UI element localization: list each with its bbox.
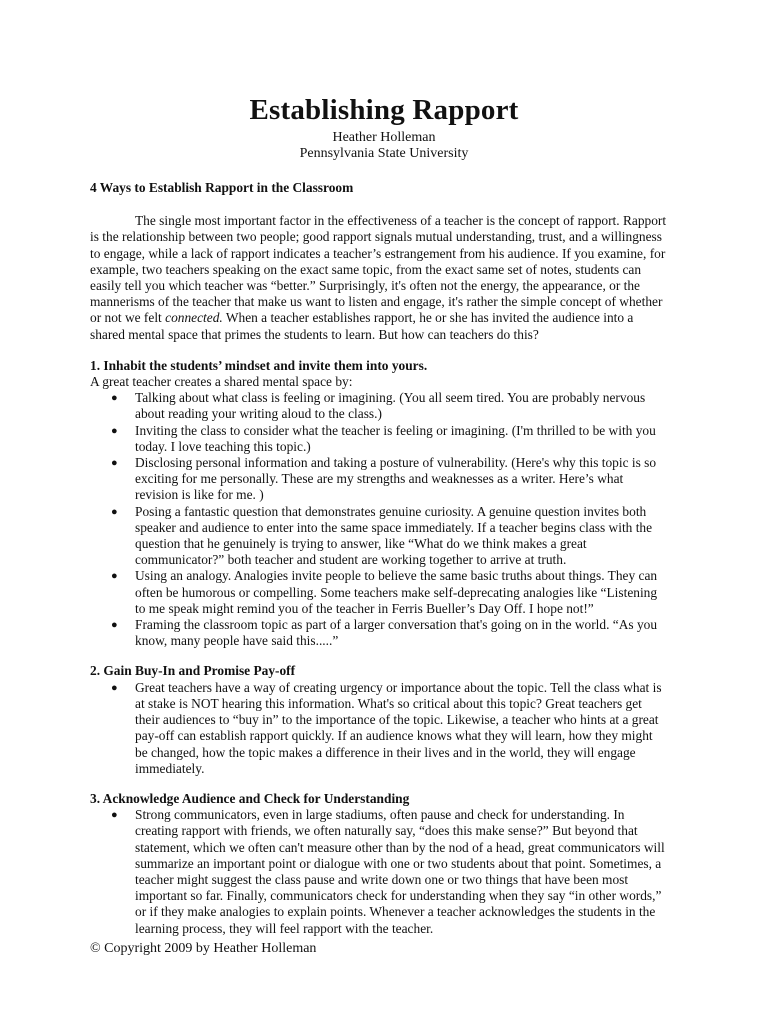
list-item [111,568,668,617]
list-item-text: Posing a fantastic question that demonstrates genuine curiosity. A genuine question invites both speaker and audience to enter into the same space immediately. If a teacher begins class with the question that he genuinely is trying to answer, like “What do we think makes a great communicator?” both teacher and student are working together to arrive at truth. [135,503,653,568]
intro-text-2: When a teacher establishes rapport, he or she has invited the audience into a shared mental space that primes the students to learn. But how can teachers do this? [90,310,634,342]
intro-text-1: The single most important factor in the effectiveness of a teacher is the concept of rapport. Rapport is the relationship between two people; good rapport signals mutual understanding, trust, and a willingness to engage, while a lack of rapport indicates a teacher’s estrangement from his audience. If you examine, for example, two teachers speaking on the exact same topic, from the exact same set of notes, students can easily tell you which teacher was “better.” Surprisingly, it's often not the energy, the appearance, or the mannerisms of the teacher that make us want to listen and engage, it's rather the simple concept of whether or not we felt [90,213,667,326]
section-3 [90,791,668,937]
document-body [90,180,668,951]
list-item [111,807,668,937]
list-item [111,455,668,504]
list-item-text: Strong communicators, even in large stadiums, often pause and check for understanding. In creating rapport with friends, we often naturally say, “does this make sense?” But beyond that statement, which we often can't measure other than by the nod of a head, great communicators will summarize an important point or dialogue with one or two students about that point. Sometimes, a teacher might suggest the class pause and write down one or two things that have been most important so far. Finally, communicators check for understanding when they say “in other words,” or if they make analogies to explain points. Whenever a teacher acknowledges the students in the learning process, they will feel rapport with the teacher. [135,807,665,936]
list-item [111,503,668,569]
document-title: Establishing Rapport [249,94,519,126]
bullet-list [90,680,668,777]
author-institution: Pennsylvania State University [299,146,469,161]
bullet-icon: ● [111,619,118,632]
bullet-icon: ● [111,392,118,405]
list-item [111,422,668,455]
bullet-icon: ● [111,681,118,694]
bullet-list [90,390,668,649]
list-item-text: Talking about what class is feeling or imagining. (You all seem tired. You are probably nervous about reading your writing aloud to the class.) [135,390,646,422]
bullet-icon: ● [111,424,118,437]
section-lead: A great teacher creates a shared mental space by: [90,374,353,390]
list-item [111,390,668,422]
bullet-list [90,807,668,937]
section-2 [90,663,668,776]
section-title: 1. Inhabit the students’ mindset and invite them into yours. [90,357,428,373]
list-item-text: Disclosing personal information and taking a posture of vulnerability. (Here's why this topic is so exciting for me personally. These are my strengths and weaknesses as a writer. Here’s what revision is like for me. ) [135,455,657,503]
author-name: Heather Holleman [332,130,436,145]
bullet-icon: ● [111,505,118,518]
section-title: 3. Acknowledge Audience and Check for Understanding [90,790,410,806]
bullet-icon: ● [111,457,118,470]
bullet-icon: ● [111,570,118,583]
list-item-text: Framing the classroom topic as part of a larger conversation that's going on in the world. “As you know, many people have said this.....” [135,617,658,649]
bullet-icon: ● [111,809,118,822]
copyright-footer: © Copyright 2009 by Heather Holleman [90,941,317,956]
list-item-text: Great teachers have a way of creating urgency or importance about the topic. Tell the class what is at stake is NOT hearing this information. What's so critical about this topic? Great teachers get their audiences to “buy in” to the importance of the topic. Likewise, a teacher who hints at a great pay-off can establish rapport quickly. If an audience knows what they will learn, how they might be changed, how the topic makes a difference in their lives and in the world, they will engage immediately. [135,679,662,776]
section-title: 2. Gain Buy-In and Promise Pay-off [90,663,296,679]
intro-italic: connected. [165,310,223,326]
author-block [0,130,768,162]
section-1 [90,358,668,650]
list-item [111,617,668,649]
list-item-text: Using an analogy. Analogies invite people to believe the same basic truths about things. They can often be humorous or compelling. Some teachers make self-deprecating analogies like “Listening to me speak might remind you of the teacher in Ferris Bueller’s Day Off. I hope not!” [135,568,658,616]
section-subheading: 4 Ways to Establish Rapport in the Classroom [90,180,354,195]
list-item [111,679,668,777]
intro-paragraph [90,213,668,343]
list-item-text: Inviting the class to consider what the teacher is feeling or imagining. (I'm thrilled to be with you today. I love teaching this topic.) [135,422,656,454]
